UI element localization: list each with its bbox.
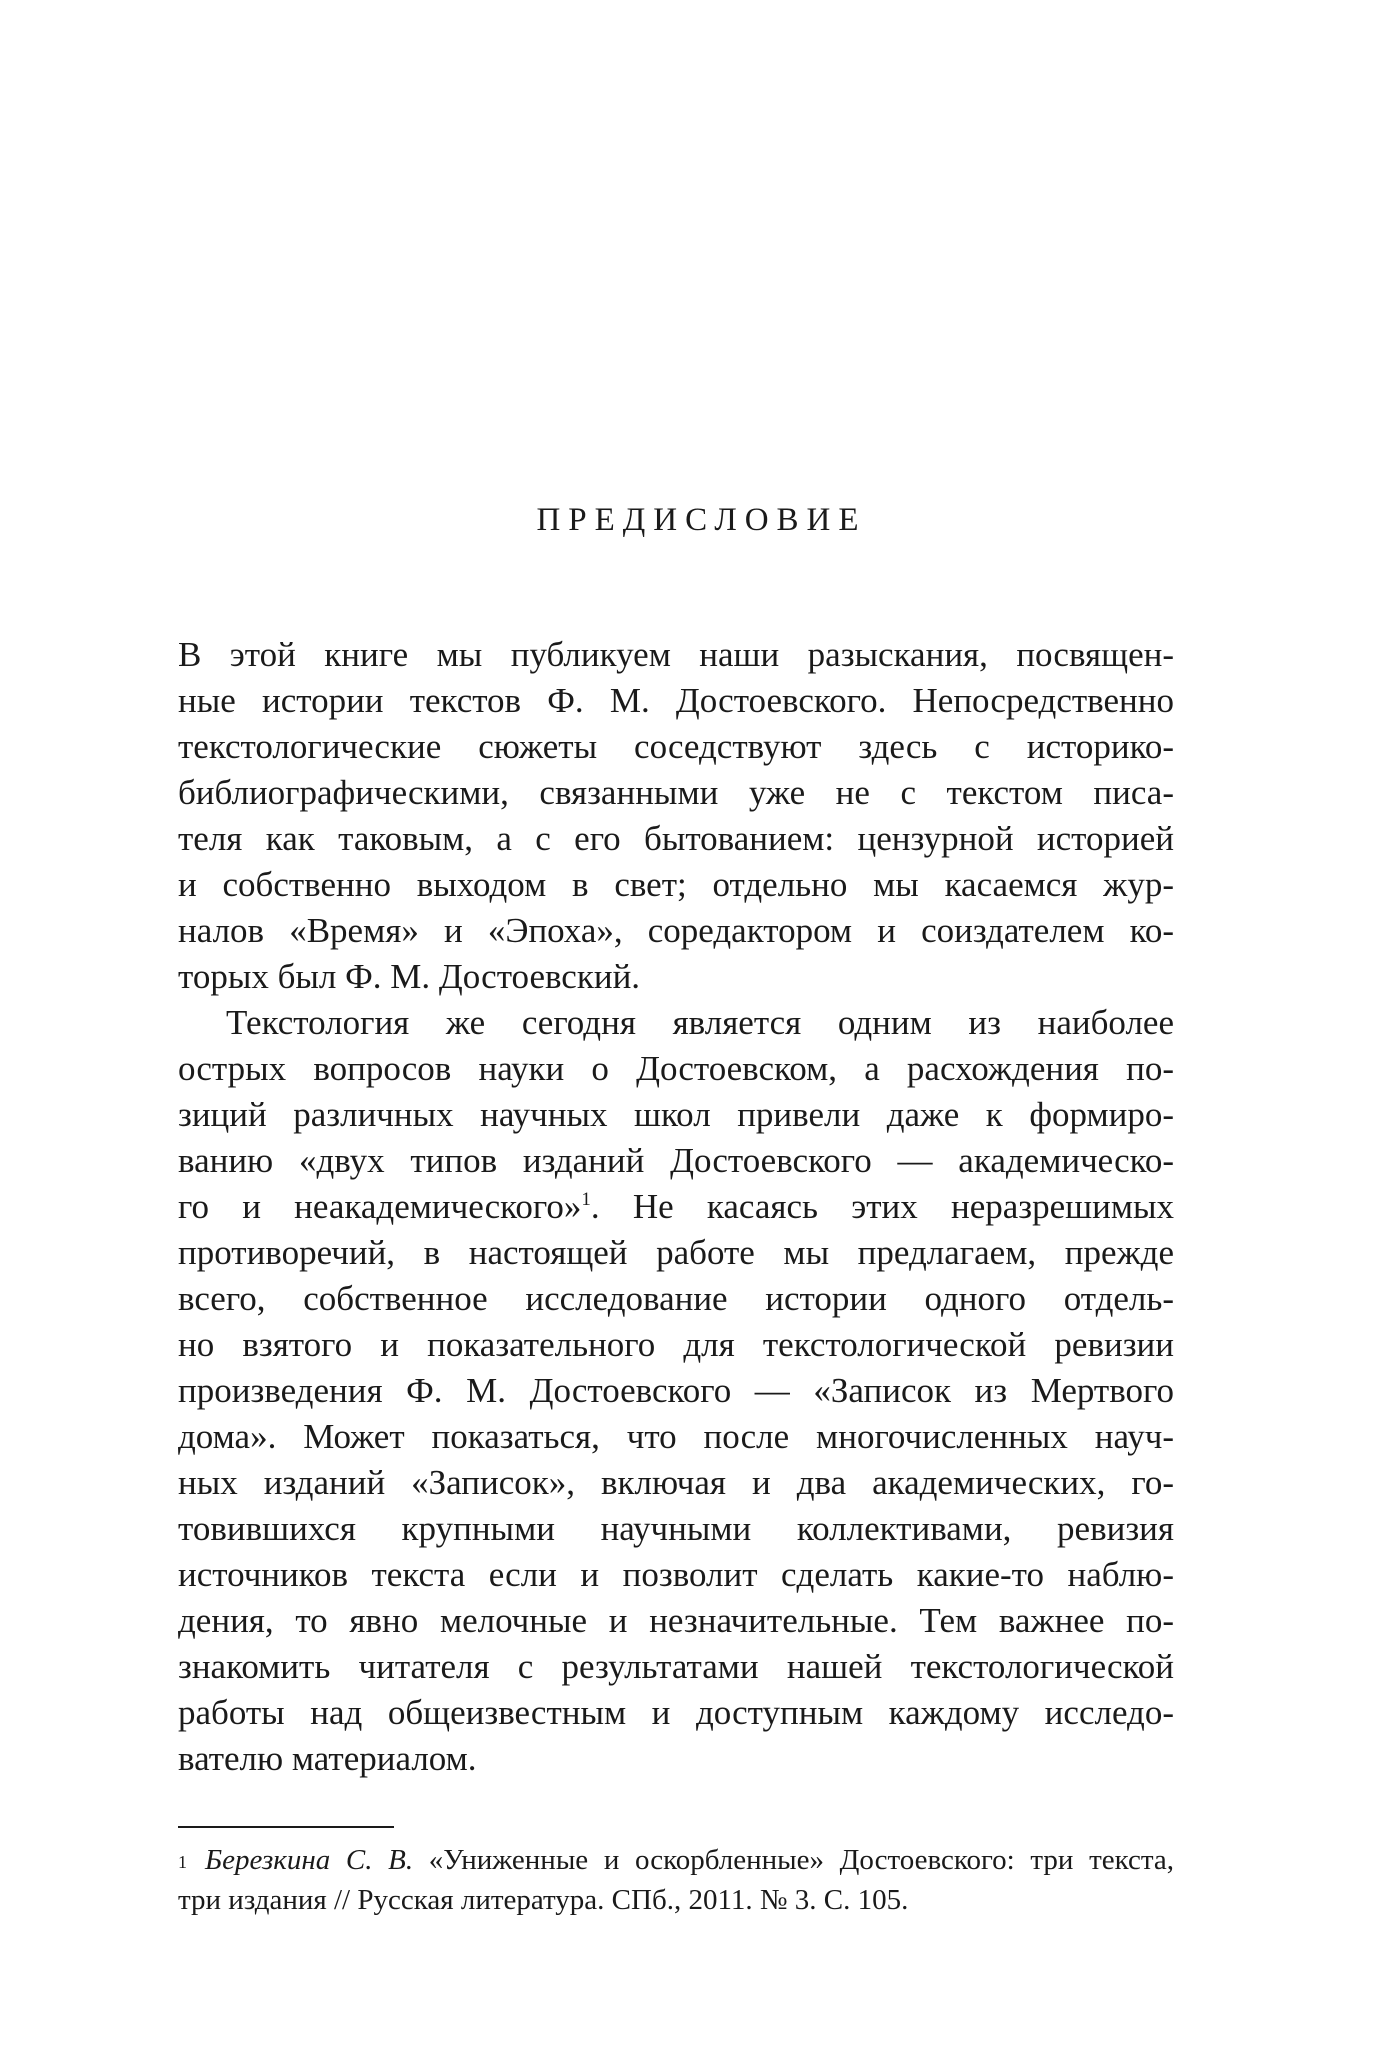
paragraph-line: ных изданий «Записок», включая и два академических, го-: [178, 1463, 1174, 1502]
paragraph-line: противоречий, в настоящей работе мы предлагаем, прежде: [178, 1233, 1174, 1272]
paragraph-line: ванию «двух типов изданий Достоевского — академическо-: [178, 1141, 1174, 1180]
paragraph-line: текстологические сюжеты соседствуют здесь с историко-: [178, 727, 1174, 766]
paragraph-line: источников текста если и позволит сделать какие-то наблю-: [178, 1555, 1174, 1594]
paragraph-line: теля как таковым, а с его бытованием: цензурной историей: [178, 819, 1174, 858]
paragraph-line: зиций различных научных школ привели даже к формиро-: [178, 1095, 1174, 1134]
paragraph-line: работы над общеизвестным и доступным каждому исследо-: [178, 1693, 1174, 1732]
paragraph-line: В этой книге мы публикуем наши разыскания, посвящен-: [178, 635, 1174, 674]
paragraph-line: товившихся крупными научными коллективами, ревизия: [178, 1509, 1174, 1548]
paragraph-line: вателю материалом.: [178, 1739, 477, 1778]
paragraph-line: дома». Может показаться, что после многочисленных науч-: [178, 1417, 1174, 1456]
paragraph-line: ные истории текстов Ф. М. Достоевского. Непосредственно: [178, 681, 1174, 720]
footnote-line: три издания // Русская литература. СПб., 2011. № 3. С. 105.: [178, 1884, 909, 1916]
paragraph-line: торых был Ф. М. Достоевский.: [178, 957, 641, 996]
paragraph-line-with-footnote: [178, 1184, 1174, 1230]
paragraph-line: но взятого и показательного для текстологической ревизии: [178, 1325, 1174, 1364]
paragraph-line: произведения Ф. М. Достоевского — «Записок из Мертвого: [178, 1371, 1174, 1410]
footnote-line: [178, 1840, 1174, 1880]
paragraph-line: библиографическими, связанными уже не с текстом писа-: [178, 773, 1174, 812]
footnote-number: 1: [178, 1852, 187, 1872]
paragraph-line: налов «Время» и «Эпоха», соредактором и соиздателем ко-: [178, 911, 1174, 950]
footnote-reference[interactable]: 1: [581, 1189, 591, 1210]
footnote-divider: [178, 1826, 394, 1828]
footnotes: [178, 1840, 1174, 1920]
footnote-author: Березкина С. В.: [205, 1844, 414, 1876]
paragraph-line: острых вопросов науки о Достоевском, а расхождения по-: [178, 1049, 1174, 1088]
paragraph-line: знакомить читателя с результатами нашей текстологической: [178, 1647, 1174, 1686]
paragraph-line: дения, то явно мелочные и незначительные. Тем важнее по-: [178, 1601, 1174, 1640]
footnote-text: «Униженные и оскорбленные» Достоевского: три текста,: [428, 1844, 1175, 1876]
paragraph-line: Текстология же сегодня является одним из наиболее: [226, 1003, 1174, 1042]
paragraph-line: всего, собственное исследование истории одного отдель-: [178, 1279, 1174, 1318]
paragraph-text: . Не касаясь этих неразрешимых: [590, 1187, 1174, 1226]
paragraph-line: и собственно выходом в свет; отдельно мы касаемся жур-: [178, 865, 1174, 904]
chapter-title: ПРЕДИСЛОВИЕ: [536, 502, 867, 538]
body-text: [178, 632, 1174, 1782]
paragraph-text: го и неакадемического»: [178, 1187, 582, 1226]
